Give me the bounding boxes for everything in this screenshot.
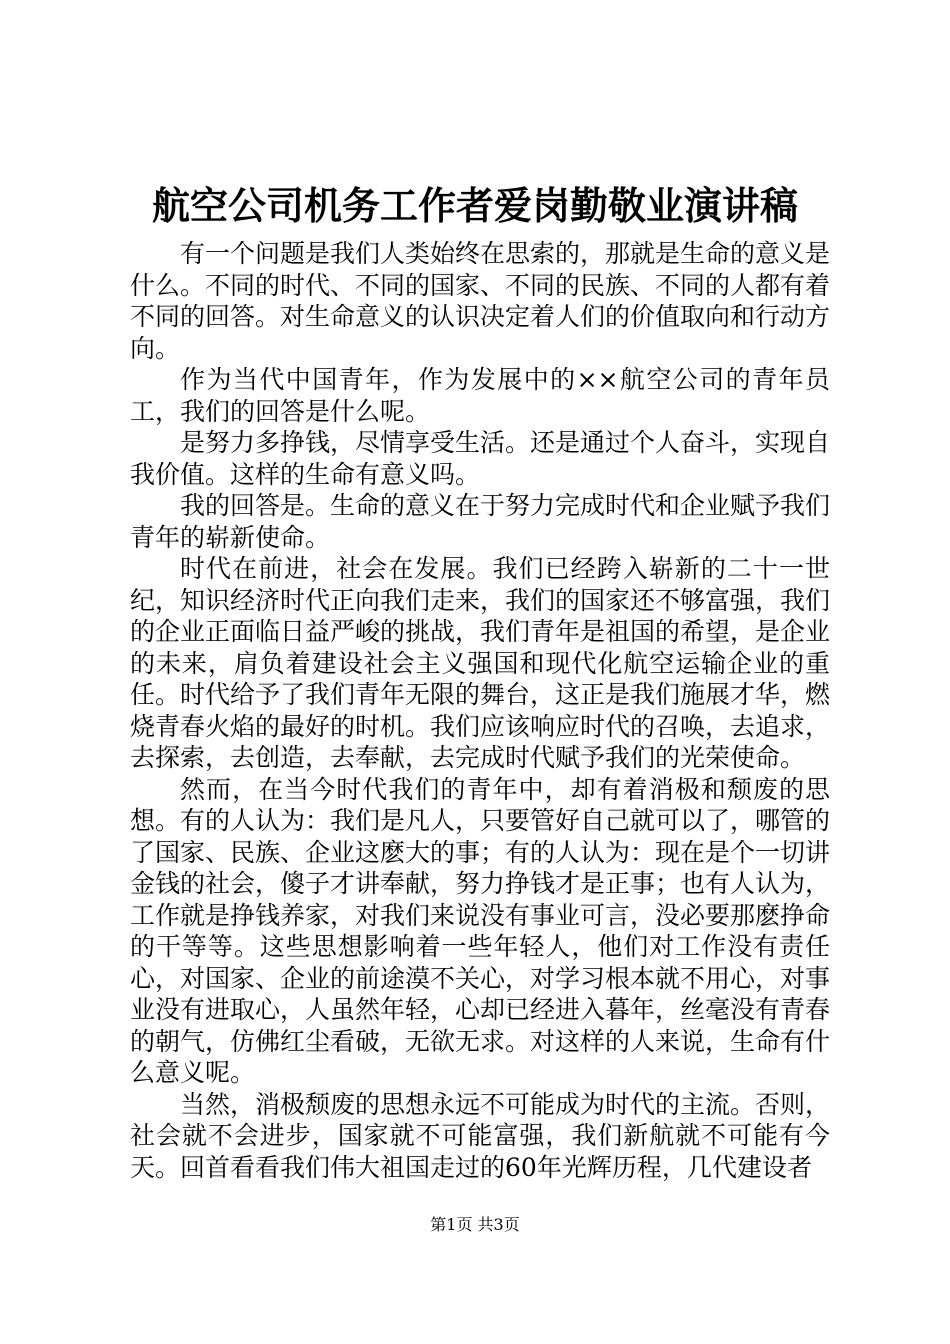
paragraph-7: 当然，消极颓废的思想永远不可能成为时代的主流。否则，社会就不会进步，国家就不可能富强，我们新航就不可能有今天。回首看看我们伟大祖国走过的60年光辉历程，几代建设者 (130, 1089, 831, 1182)
paragraph-2: 作为当代中国青年，作为发展中的××航空公司的青年员工，我们的回答是什么呢。 (130, 365, 830, 426)
document-title: 航空公司机务工作者爱岗勤敬业演讲稿 (151, 183, 798, 228)
paragraph-3: 是努力多挣钱，尽情享受生活。还是通过个人奋斗，实现自我价值。这样的生命有意义吗。 (130, 428, 831, 489)
page-number-footer: 第1页 共3页 (430, 1215, 520, 1234)
paragraph-1: 有一个问题是我们人类始终在思索的，那就是生命的意义是什么。不同的时代、不同的国家、不同的民族、不同的人都有着不同的回答。对生命意义的认识决定着人们的价值取向和行动方向。 (130, 239, 831, 363)
paragraph-6: 然而，在当今时代我们的青年中，却有着消极和颓废的思想。有的人认为：我们是凡人，只要管好自己就可以了，哪管的了国家、民族、企业这麽大的事；有的人认为：现在是个一切讲金钱的社会，傻子才讲奉献，努力挣钱才是正事；也有人认为，工作就是挣钱养家，对我们来说没有事业可言，没必要那麽挣命的干等等。这些思想影响着一些年轻人，他们对工作没有责任心，对国家、企业的前途漠不关心，对学习根本就不用心，对事业没有进取心，人虽然年轻，心却已经进入暮年，丝毫没有青春的朝气，仿佛红尘看破，无欲无求。对这样的人来说，生命有什么意义呢。 (130, 774, 831, 1087)
paragraph-5: 时代在前进，社会在发展。我们已经跨入崭新的二十一世纪，知识经济时代正向我们走来，我们的国家还不够富强，我们的企业正面临日益严峻的挑战，我们青年是祖国的希望，是企业的未来，肩负着建设社会主义强国和现代化航空运输企业的重任。时代给予了我们青年无限的舞台，这正是我们施展才华，燃烧青春火焰的最好的时机。我们应该响应时代的召唤，去追求，去探索，去创造，去奉献，去完成时代赋予我们的光荣使命。 (130, 554, 831, 772)
document-body (130, 238, 830, 1183)
paragraph-4: 我的回答是。生命的意义在于努力完成时代和企业赋予我们青年的崭新使命。 (130, 491, 831, 552)
